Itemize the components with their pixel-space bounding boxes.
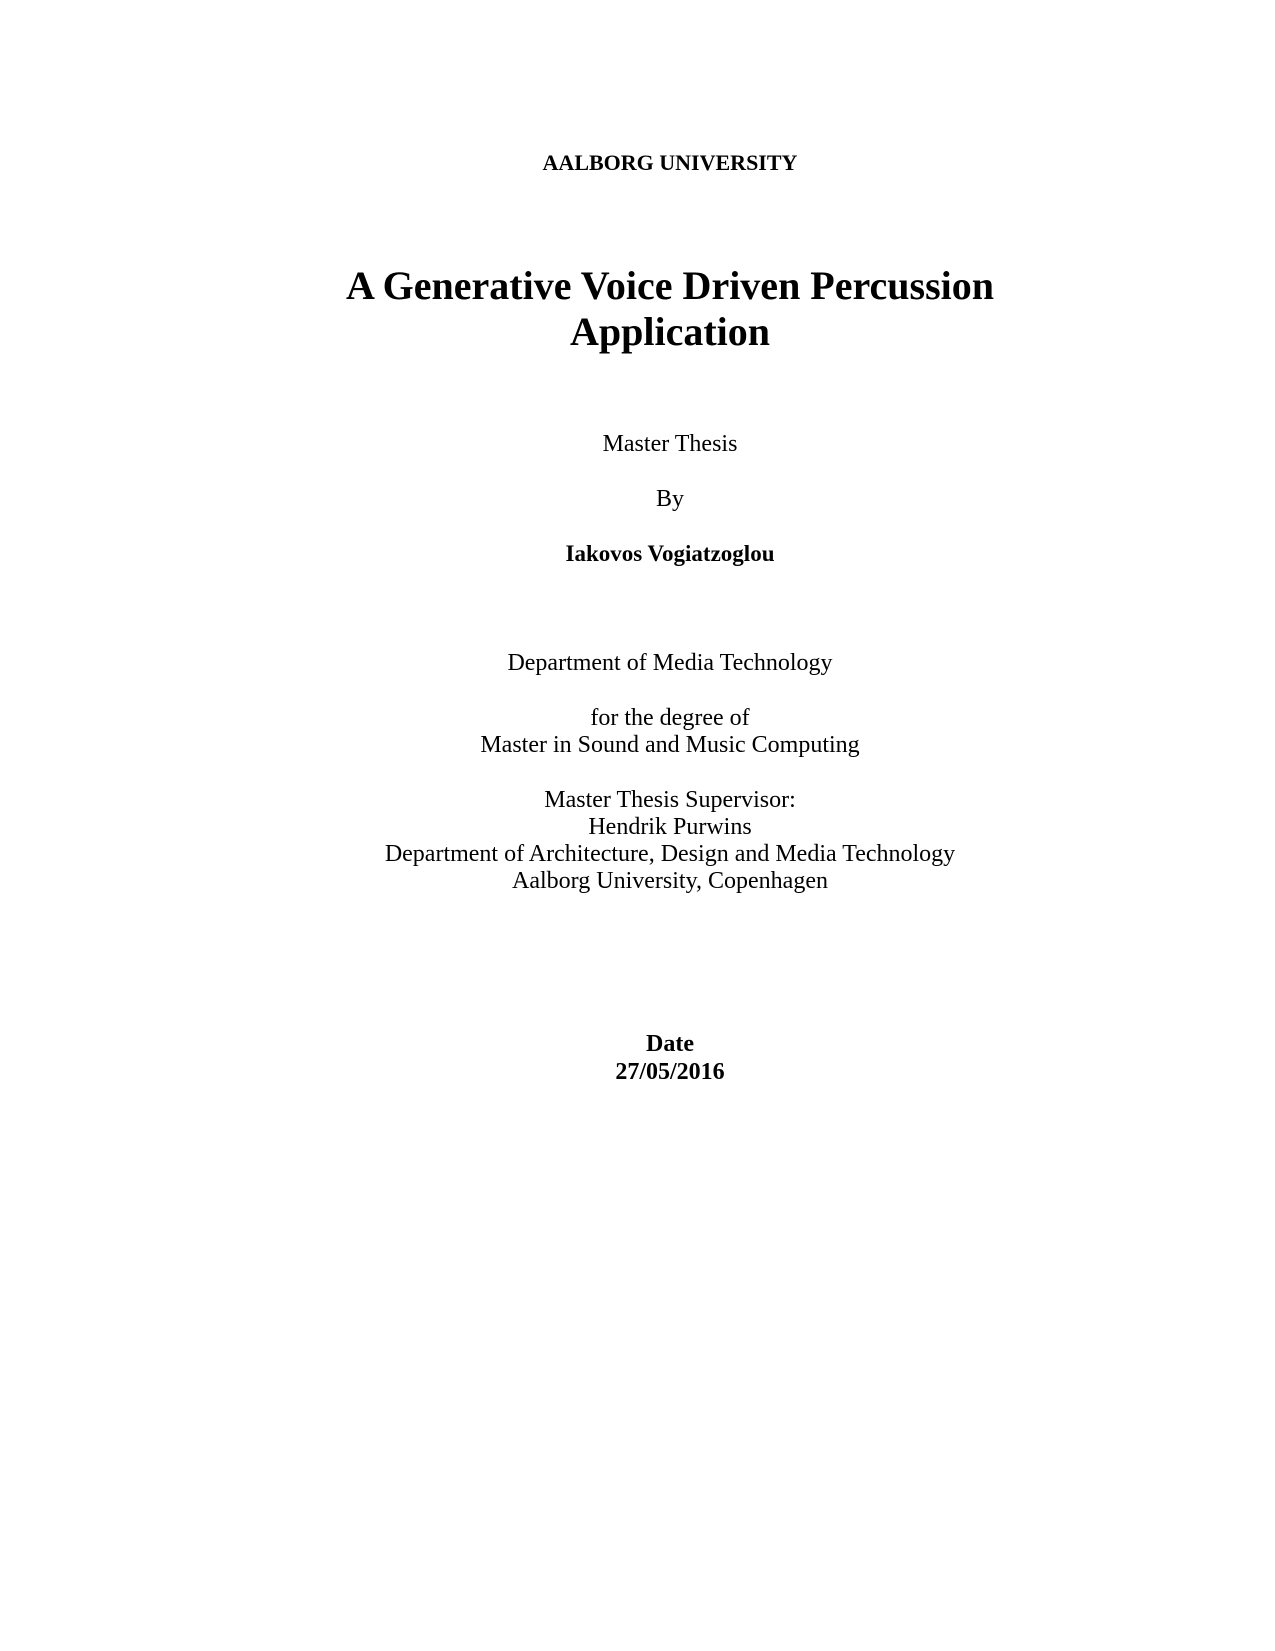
by-label: By <box>655 486 684 512</box>
title-line-2: Application <box>569 309 771 354</box>
date-value: 27/05/2016 <box>615 1059 725 1085</box>
date-label: Date <box>646 1031 694 1057</box>
supervisor-label: Master Thesis Supervisor: <box>544 787 796 813</box>
university-name: AALBORG UNIVERSITY <box>542 150 798 175</box>
title-line-1: A Generative Voice Driven Percussion <box>345 263 995 308</box>
thesis-type: Master Thesis <box>602 431 738 457</box>
supervisor-department: Department of Architecture, Design and Media Technology <box>384 841 956 867</box>
supervisor-university: Aalborg University, Copenhagen <box>512 868 828 894</box>
author-name: Iakovos Vogiatzoglou <box>565 541 775 566</box>
degree-line-1: for the degree of <box>590 705 750 731</box>
supervisor-name: Hendrik Purwins <box>588 814 752 840</box>
degree-line-2: Master in Sound and Music Computing <box>480 732 860 758</box>
department: Department of Media Technology <box>507 650 833 676</box>
